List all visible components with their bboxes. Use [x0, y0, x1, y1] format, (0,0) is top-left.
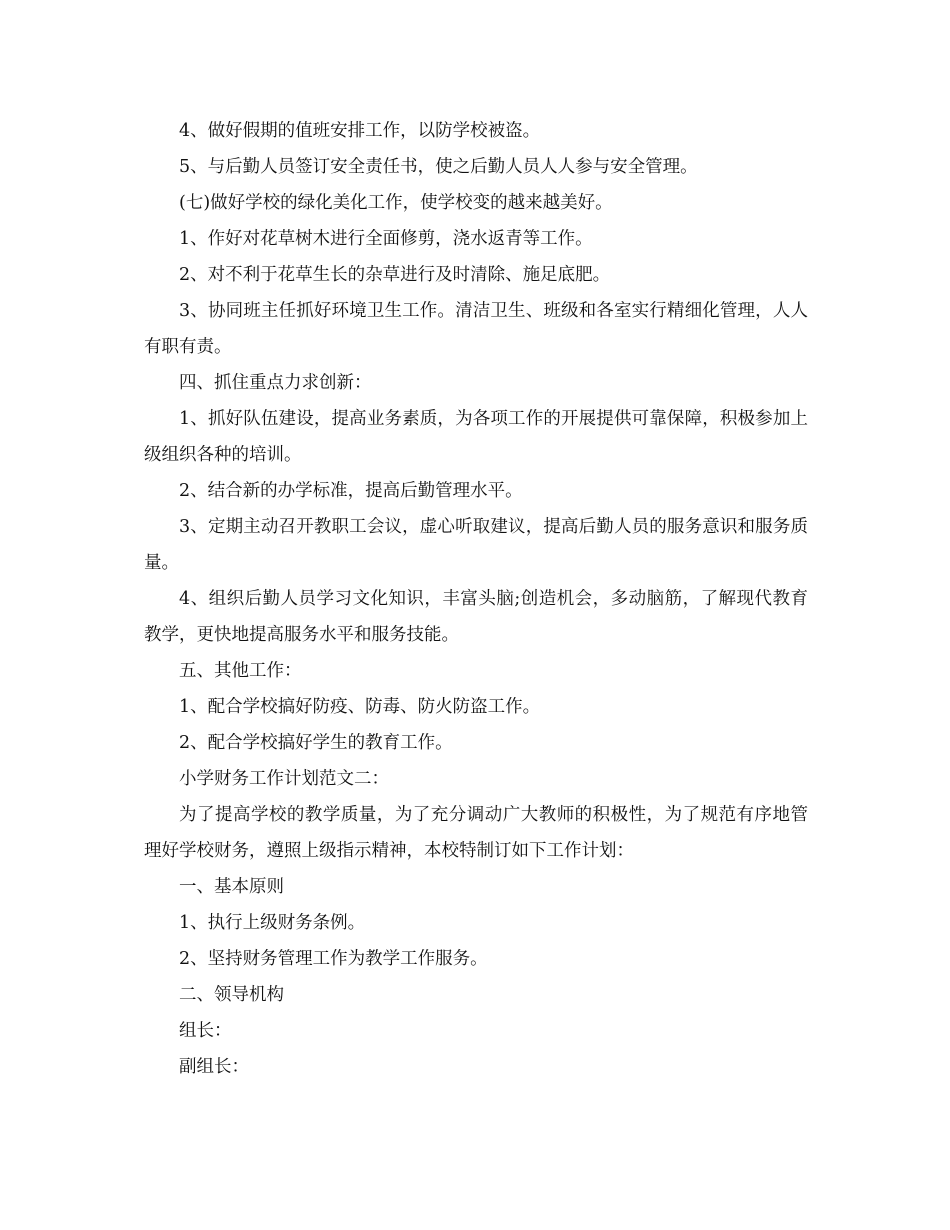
paragraph-8: 1、抓好队伍建设，提高业务素质，为各项工作的开展提供可靠保障，积极参加上级组织各种的培训。 [144, 409, 808, 465]
section-heading-4: 四、抓住重点力求创新： [179, 373, 372, 393]
section-heading-5: 五、其他工作： [179, 661, 302, 681]
deputy-leader-label: 副组长： [179, 1057, 249, 1077]
paragraph-1: 4、做好假期的值班安排工作，以防学校被盗。 [179, 121, 541, 141]
document-subtitle: 小学财务工作计划范文二： [179, 769, 389, 789]
section-heading-1: 一、基本原则 [179, 877, 284, 897]
paragraph-4: 1、作好对花草树木进行全面修剪，浇水返青等工作。 [179, 229, 593, 249]
paragraph-2: 5、与后勤人员签订安全责任书，使之后勤人员人人参与安全管理。 [179, 157, 698, 177]
leader-label: 组长： [179, 1021, 232, 1041]
document-body [144, 113, 808, 1085]
paragraph-18: 1、执行上级财务条例。 [179, 913, 366, 933]
section-heading-2: 二、领导机构 [179, 985, 284, 1005]
paragraph-3: (七)做好学校的绿化美化工作，使学校变的越来越美好。 [179, 193, 613, 213]
paragraph-16: 为了提高学校的教学质量，为了充分调动广大教师的积极性，为了规范有序地管理好学校财务，遵照上级指示精神，本校特制订如下工作计划： [144, 805, 808, 861]
paragraph-6: 3、协同班主任抓好环境卫生工作。清洁卫生、班级和各室实行精细化管理，人人有职有责。 [144, 301, 808, 357]
paragraph-13: 1、配合学校搞好防疫、防毒、防火防盗工作。 [179, 697, 541, 717]
paragraph-11: 4、组织后勤人员学习文化知识，丰富头脑;创造机会，多动脑筋，了解现代教育教学，更快地提高服务水平和服务技能。 [144, 589, 808, 645]
paragraph-14: 2、配合学校搞好学生的教育工作。 [179, 733, 453, 753]
paragraph-10: 3、定期主动召开教职工会议，虚心听取建议，提高后勤人员的服务意识和服务质量。 [144, 517, 808, 573]
paragraph-5: 2、对不利于花草生长的杂草进行及时清除、施足底肥。 [179, 265, 611, 285]
paragraph-9: 2、结合新的办学标准，提高后勤管理水平。 [179, 481, 523, 501]
paragraph-19: 2、坚持财务管理工作为教学工作服务。 [179, 949, 488, 969]
